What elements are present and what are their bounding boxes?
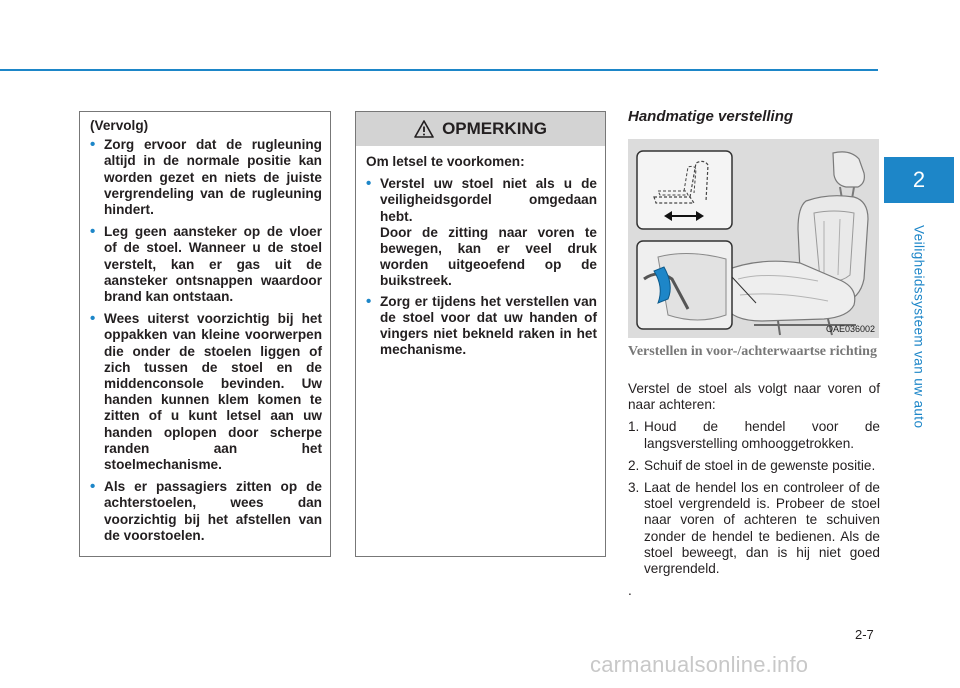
notice-item: • Zorg er tijdens het verstellen van de stoel voor dat uw handen of vingers niet bekneld raken in het mechanisme. bbox=[366, 294, 597, 359]
notice-item-text: Door de zitting naar voren te bewegen, kan er veel druk worden uitgeoefend op de buikstreek. bbox=[380, 224, 597, 289]
seat-drawing bbox=[628, 139, 879, 338]
warning-list bbox=[90, 137, 322, 544]
notice-body bbox=[356, 146, 605, 358]
warning-item: • Wees uiterst voorzichtig bij het oppakken van kleine voorwerpen die onder de stoelen liggen of zich tussen de stoel en de middenconsole bevinden. Uw handen kunnen klem komen te zitten of u kunt letsel aan uw handen oplopen door scherpe randen aan het stoelmechanisme. bbox=[90, 311, 322, 473]
instructions-intro: Verstel de stoel als volgt naar voren of naar achteren: bbox=[628, 381, 880, 413]
watermark: carmanualsonline.info bbox=[590, 652, 809, 677]
section-title: Veiligheidssysteem van uw auto bbox=[911, 225, 927, 429]
chapter-tab bbox=[884, 157, 954, 203]
warning-triangle-icon bbox=[414, 120, 434, 138]
continued-warning-box bbox=[79, 111, 331, 557]
step-number: 2. bbox=[628, 457, 640, 473]
steps-list bbox=[628, 419, 880, 577]
instructions bbox=[628, 381, 880, 599]
step-item bbox=[628, 419, 880, 451]
section-title-vertical bbox=[884, 212, 954, 442]
step-item bbox=[628, 458, 880, 474]
notice-title: OPMERKING bbox=[442, 119, 547, 138]
warning-item: • Leg geen aansteker op de vloer of de stoel. Wanneer u de stoel verstelt, kan er gas uit de aansteker ontsnappen waardoor brand kan ontstaan. bbox=[90, 224, 322, 305]
warning-item: • Zorg ervoor dat de rugleuning altijd in de normale positie kan worden gezet en niets de juiste vergrendeling van de rugleuning hindert. bbox=[90, 137, 322, 218]
step-number: 1. bbox=[628, 419, 640, 435]
page-number: 2-7 bbox=[855, 627, 874, 642]
subsection-heading: Verstellen in voor-/achterwaartse richting bbox=[628, 344, 877, 359]
inset-schematic bbox=[637, 151, 732, 229]
notice-list bbox=[366, 176, 597, 358]
chapter-number: 2 bbox=[912, 167, 926, 192]
step-text: Houd de hendel voor de langsverstelling omhooggetrokken. bbox=[644, 419, 880, 451]
step-text: Laat de hendel los en controleer of de stoel vergrendeld is. Probeer de stoel naar voren of achteren te schuiven zonder de hendel te bedienen. Als de stoel beweegt, dan is hij niet goed vergrendeld. bbox=[644, 480, 880, 577]
step-number: 3. bbox=[628, 480, 640, 496]
notice-intro: Om letsel te voorkomen: bbox=[366, 154, 525, 169]
warning-item: • Als er passagiers zitten op de achterstoelen, wees dan voorzichtig bij het afstellen van de voorstoelen. bbox=[90, 479, 322, 544]
notice-item bbox=[366, 176, 597, 289]
notice-item-text: • Verstel uw stoel niet als u de veiligheidsgordel omgedaan hebt. bbox=[380, 176, 597, 224]
trailing-mark: . bbox=[628, 583, 632, 599]
figure-code: OAE036002 bbox=[825, 324, 875, 334]
continued-heading: (Vervolg) bbox=[90, 118, 149, 133]
notice-header bbox=[356, 112, 605, 146]
section-heading: Handmatige verstelling bbox=[628, 108, 794, 125]
step-item bbox=[628, 480, 880, 577]
header-rule bbox=[0, 69, 878, 71]
notice-box bbox=[355, 111, 606, 557]
step-text: Schuif de stoel in de gewenste positie. bbox=[644, 457, 876, 473]
seat-illustration bbox=[628, 139, 879, 338]
